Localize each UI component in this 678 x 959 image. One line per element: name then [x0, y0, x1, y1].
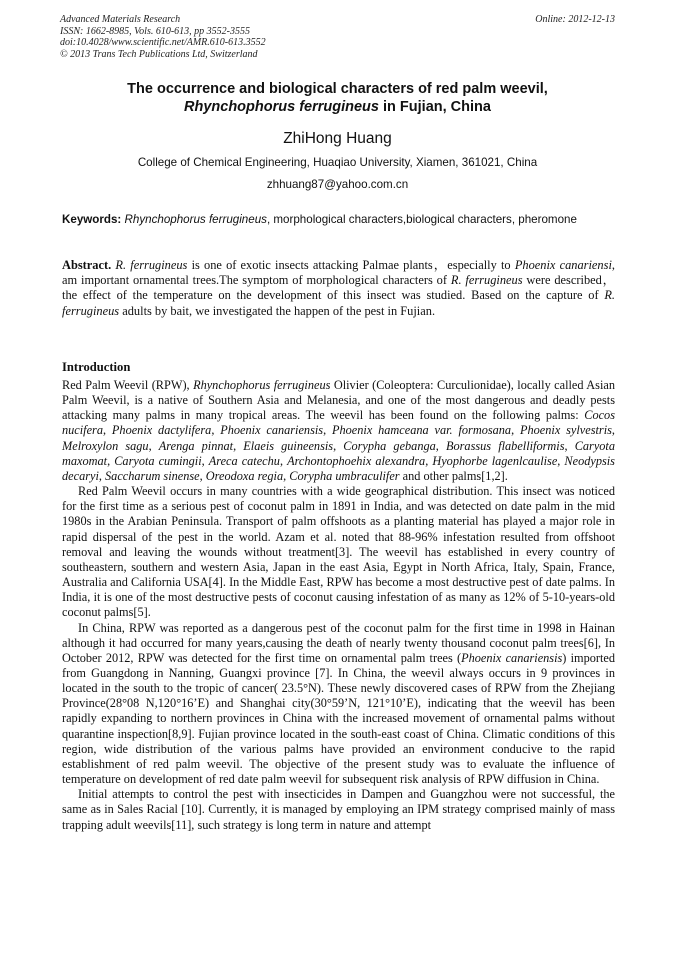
abstract-species: R. ferrugineus — [450, 273, 523, 288]
copyright-line: © 2013 Trans Tech Publications Ltd, Switzerland — [60, 48, 258, 60]
paragraph-2: Red Palm Weevil occurs in many countries with a wide geographical distribution. This insect was noticed for the first time as a serious pest of coconut palm in 1891 in India, and was detected on date palm in the mid 1980s in the Arabian Peninsula. Transport of palm offshoots as a planting material has played a major role in rapid dispersal of the pest in the world. Azam et al. noted that 88-96% infestation resulted from offshoot removal and leaving the wounds without treatment[3]. The weevil has established in every country of southeastern, southern and western Asia, Japan in the east Asia, Egypt in North Africa, Italy, Spain, France, Australia and California USA[4]. In the Middle East, RPW has become a most destructive pest of date palms. In India, it is one of the most destructive pests of coconut causing infestation of as many as 12% of 5-10-years-old coconut palms[5]. — [62, 484, 615, 620]
palm-species: Phoenix sylvestris — [520, 423, 612, 438]
keywords — [62, 212, 615, 227]
palm-species: Areca catechu — [208, 453, 280, 468]
palm-species: Melroxylon sagu — [62, 438, 149, 453]
abstract-text: , am important ornamental trees.The symptom of morphological characters of — [62, 258, 616, 288]
keyword-species: Rhynchophorus ferrugineus — [124, 213, 267, 226]
palm-species: Oreodoxa regia — [205, 468, 284, 483]
doi-line: doi:10.4028/www.scientific.net/AMR.610-613.3552 — [60, 37, 266, 48]
title-species: Rhynchophorus ferrugineus — [184, 99, 379, 115]
paragraph-text: In China, RPW was reported as a dangerous pest of the coconut palm for the first time in 1998 in Hainan although it had occurred for many years,causing the death of nearly twenty thousand coconut palm trees[6], In October 2012, RPW was detected for the first time on ornamental palm trees ( — [62, 620, 615, 665]
palm-species: Corypha gebanga — [343, 438, 436, 453]
online-date: Online: 2012-12-13 — [535, 14, 615, 25]
author-name: ZhiHong Huang — [283, 130, 392, 147]
paragraph-text: Olivier (Coleoptera: Curculionidae), locally called Asian Palm Weevil, is a native of Southern Asia and Melanesia, and one of the most dangerous and deadly pests attacking many palms in many tropical areas. The weevil has been found on the following palms: — [62, 378, 615, 423]
issn-line: ISSN: 1662-8985, Vols. 610-613, pp 3552-3555 — [60, 25, 250, 37]
palm-species: Phoenix dactylifera — [111, 423, 212, 438]
journal-header — [60, 14, 615, 60]
abstract-species: R. ferrugineus — [115, 258, 188, 272]
title-line-2 — [60, 98, 615, 116]
palm-species-list: Cocos nucifera, Phoenix dactylifera, Phoenix canariensis, Phoenix hamceana var. formosana, Phoenix sylvestris, Melroxylon sagu, Arenga pinnat, Elaeis guineensis, Corypha gebanga, Borassus flabelliformis, Caryota maxomat, Caryota cumingii, Areca catechu, Archontophoehix alexandra, Hyophorbe lagenlcaulise, Neodypsis decaryi, Saccharum sinense, Oreodoxa regia, Corypha umbraculifer — [62, 408, 615, 483]
author-affiliation: College of Chemical Engineering, Huaqiao University, Xiamen, 361021, China — [137, 156, 538, 169]
palm-species: Caryota maxomat — [62, 438, 615, 468]
title-line-1: The occurrence and biological characters of red palm weevil, — [127, 81, 548, 97]
palm-species: Archontophoehix alexandra — [287, 453, 426, 468]
introduction-body — [62, 378, 615, 833]
abstract-text: were described，the effect of the temperature on the development of this insect was studied. Based on the capture of — [62, 273, 615, 303]
palm-species: Elaeis guineensis — [243, 438, 334, 453]
palm-species: Borassus flabelliformis — [445, 438, 565, 453]
abstract-text: is one of exotic insects attacking Palmae plants，especially to — [187, 258, 515, 272]
journal-name: Advanced Materials Research — [60, 14, 181, 25]
species-name: Rhynchophorus ferrugineus — [193, 378, 331, 392]
abstract-species: Phoenix canariensi — [514, 258, 612, 272]
keywords-rest: , morphological characters,biological characters, pheromone — [266, 213, 577, 226]
palm-species: Phoenix canariensis — [220, 423, 324, 438]
palm-species: Arenga pinnat — [158, 438, 234, 453]
author-email: zhhuang87@yahoo.com.cn — [266, 178, 409, 191]
paragraph-4: Initial attempts to control the pest with insecticides in Dampen and Guangzhou were not successful, the same as in Sales Racial [10]. Currently, it is managed by employing an IPM strategy comprised mainly of mass trapping adult weevils[11], such strategy is long term in nature and attempt — [62, 787, 615, 832]
paragraph-text: ) imported from Guangdong in Nanning, Guangxi province [7]. In China, the weevil always occurs in 9 provinces in located in the south to the tropic of cancer( 23.5°N). These newly discovered cases of RPW from the Zhejiang Province(28°08 N,120°16’E) and Shanghai city(30°59’N, 121°10’E), indicating that the weevil has been rapidly expanding to northern provinces in China with the increased movement of ornamental palms without quarantine inspection[8,9]. Fujian province located in the south-east coast of China. Climatic conditions of this region, wide distribution of the various palms have provided an environment conducive to the rapid establishment of red palm weevil. The objective of the present study was to evaluate the influence of temperature on development of red date palm weevil for subsequent risk analysis of RPW diffusion in China. — [62, 650, 616, 787]
palm-species: Phoenix hamceana var. formosana — [332, 423, 512, 438]
abstract-species: R. ferrugineus — [62, 288, 615, 318]
keywords-label: Keywords: — [62, 213, 122, 226]
palm-species: Cocos nucifera — [62, 408, 615, 438]
palm-species: Neodypsis decaryi — [62, 453, 615, 483]
palm-species: Corypha umbraculifer — [289, 468, 400, 483]
palm-species: Hyophorbe lagenlcaulise — [432, 453, 558, 468]
title-line-2-rest: in Fujian, China — [378, 99, 491, 115]
abstract-text: adults by bait, we investigated the happen of the pest in Fujian. — [119, 303, 436, 318]
paragraph-text: and other palms[1,2]. — [399, 468, 508, 483]
paragraph-text: Red Palm Weevil (RPW), — [62, 378, 194, 392]
species-name: Phoenix canariensis — [461, 650, 563, 665]
journal-info — [60, 14, 615, 60]
palm-species: Saccharum sinense — [105, 468, 200, 483]
paragraph-3 — [62, 621, 615, 788]
introduction-heading: Introduction — [62, 360, 131, 374]
paragraph-1 — [62, 378, 615, 484]
abstract-label: Abstract. — [62, 258, 112, 272]
palm-species: Caryota cumingii — [114, 453, 202, 468]
paper-title — [60, 80, 615, 116]
abstract — [62, 258, 615, 319]
